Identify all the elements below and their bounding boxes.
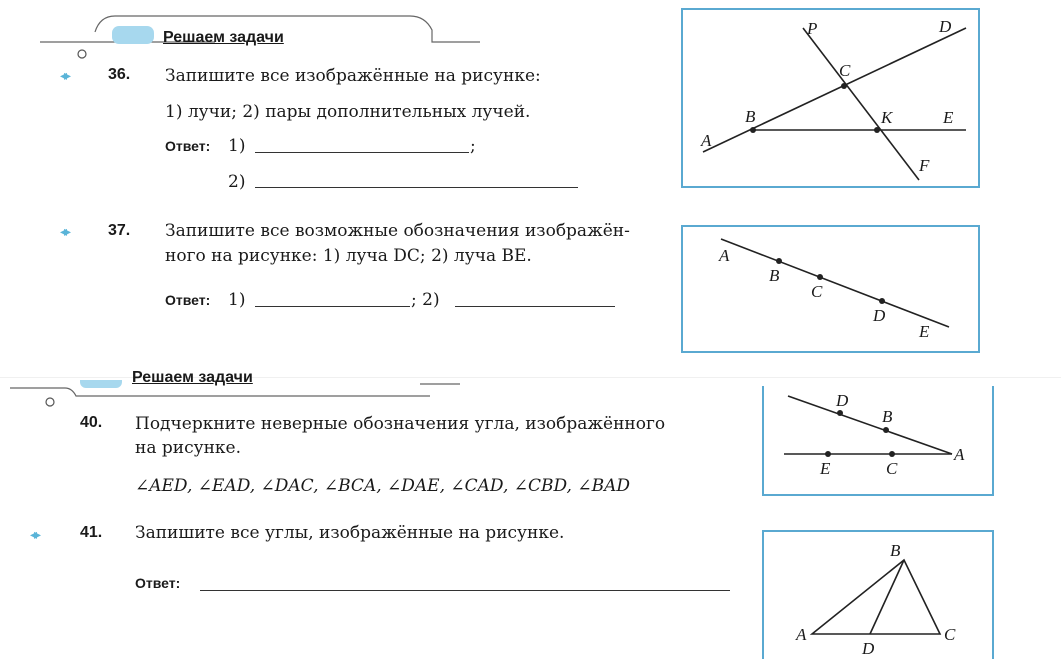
task36-line2: 1) лучи; 2) пары дополнительных лучей.: [165, 102, 531, 122]
task40-line2: на рисунке.: [135, 438, 242, 458]
header-blob: [112, 26, 154, 44]
point-label: C: [811, 282, 823, 301]
task36-number: 36.: [108, 66, 131, 83]
task40-number: 40.: [80, 414, 103, 431]
point-label: C: [886, 459, 898, 478]
point-label: D: [836, 391, 849, 410]
double-arrow-icon: ◂▸: [60, 224, 69, 240]
task41-figure: [762, 530, 994, 659]
rays-diagram: [683, 10, 978, 186]
point-label: B: [890, 541, 901, 560]
task41-number: 41.: [80, 524, 103, 541]
point-label: F: [919, 156, 930, 175]
ray-points-diagram: [683, 227, 978, 351]
task36-line1: Запишите все изображённые на рисунке:: [165, 66, 541, 86]
task41-answer-label: Ответ:: [135, 575, 181, 591]
task36-item1: 1): [228, 136, 246, 156]
double-arrow-icon: ◂▸: [30, 527, 39, 543]
task36-figure: [681, 8, 980, 188]
task40-figure: [762, 386, 994, 496]
triangle-diagram: [764, 532, 992, 659]
task40-angles[interactable]: ∠AED, ∠EAD, ∠DAC, ∠BCA, ∠DAE, ∠CAD, ∠CBD, ∠BAD: [135, 476, 630, 496]
task37-figure: [681, 225, 980, 353]
point-label: B: [745, 107, 756, 126]
point-label: D: [873, 306, 886, 325]
point-label: C: [944, 625, 956, 644]
task37-sep: ; 2): [411, 290, 440, 310]
task37-answer-label: Ответ:: [165, 292, 211, 308]
task41-line1: Запишите все углы, изображённые на рисунке.: [135, 523, 565, 543]
point-label: E: [820, 459, 831, 478]
task36-answer-label: Ответ:: [165, 138, 211, 154]
point-label: P: [807, 19, 818, 38]
point-label: D: [862, 639, 875, 658]
header-blob: [80, 380, 122, 388]
task37-answer2-field[interactable]: [455, 306, 615, 307]
angle-diagram: [764, 386, 992, 492]
task41-answer-field[interactable]: [200, 590, 730, 591]
task40-line1: Подчеркните неверные обозначения угла, изображённого: [135, 414, 666, 434]
point-label: A: [719, 246, 730, 265]
task37-answer1-field[interactable]: [255, 306, 410, 307]
point-label: E: [943, 108, 954, 127]
task37-line1: Запишите все возможные обозначения изображён-: [165, 221, 630, 241]
point-label: A: [701, 131, 712, 150]
task36-item2: 2): [228, 172, 246, 192]
point-label: A: [954, 445, 965, 464]
section2-title-clip: [132, 369, 253, 387]
point-label: E: [919, 322, 930, 341]
task36-answer2-field[interactable]: [255, 187, 578, 188]
section1-title: Решаем задачи: [163, 29, 284, 46]
task37-line2: ного на рисунке: 1) луча DC; 2) луча BE.: [165, 246, 532, 266]
point-label: C: [839, 61, 851, 80]
point-label: D: [939, 17, 952, 36]
point-label: A: [796, 625, 807, 644]
task37-number: 37.: [108, 222, 131, 239]
point-label: K: [881, 108, 893, 127]
section2-title: Решаем задачи: [132, 369, 253, 386]
double-arrow-icon: ◂▸: [60, 68, 69, 84]
point-label: B: [769, 266, 780, 285]
task36-answer1-field[interactable]: [255, 152, 469, 153]
task37-item1: 1): [228, 290, 246, 310]
task36-semicolon: ;: [470, 136, 476, 156]
point-label: B: [882, 407, 893, 426]
